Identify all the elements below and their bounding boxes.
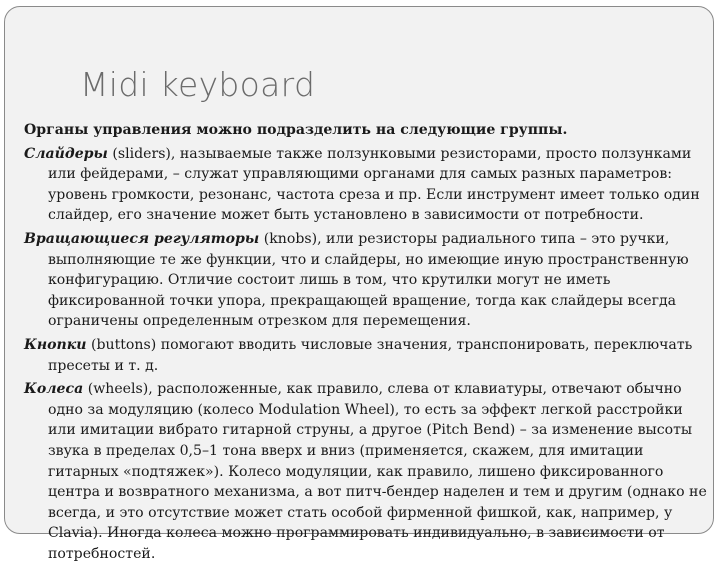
list-item-sliders [24, 144, 709, 226]
item-text: (knobs), или резисторы радиального типа – это ручки, выполняющие те же функции, что и слайдеры, но имеющие иную пространственную конфигурацию. Отличие состоит лишь в том, что крутилки могут не иметь фиксированной точки упора, прекращающей вращение, тогда как слайдеры всегда ограничены определенным отрезком для перемещения. [48, 230, 689, 330]
list-item-knobs [24, 229, 709, 332]
item-term: Слайдеры [24, 145, 108, 162]
intro-text: Органы управления можно подразделить на следующие группы. [24, 122, 568, 138]
slide [4, 6, 714, 562]
item-term: Колеса [24, 381, 84, 398]
slide-title: Midi keyboard [80, 65, 316, 104]
item-term: Вращающиеся регуляторы [24, 230, 260, 247]
item-text: (sliders), называемые также ползунковыми резисторами, просто ползунками или фейдерами, – служат управляющими органами для самых разных параметров: уровень громкости, резонанс, частота среза и пр. Если инструмент имеет только один слайдер, его значение может быть установлено в зависимости от потребности. [48, 145, 700, 224]
item-term: Кнопки [24, 336, 87, 353]
list-item-wheels [24, 379, 709, 564]
slide-body [24, 120, 709, 567]
item-text: (wheels), расположенные, как правило, слева от клавиатуры, отвечают обычно одно за модуляцию (колесо Modulation Wheel), то есть за эффект легкой расстройки или имитации вибрато гитарной струны, а другое (Pitch Bend) – за изменение высоты звука в пределах 0,5–1 тона вверх и вниз (применяется, скажем, для имитации гитарных «подтяжек»). Колесо модуляции, как правило, лишено фиксированного центра и возвратного механизма, а вот питч-бендер наделен и тем и другим (однако не всегда, и это отсутствие может стать особой фирменной фишкой, как, например, у Clavia). Иногда колеса можно программировать индивидуально, в зависимости от потребностей. [48, 381, 707, 562]
item-text: (buttons) помогают вводить числовые значения, транспонировать, переключать пресеты и т. д. [48, 336, 693, 374]
list-item-buttons [24, 335, 709, 376]
